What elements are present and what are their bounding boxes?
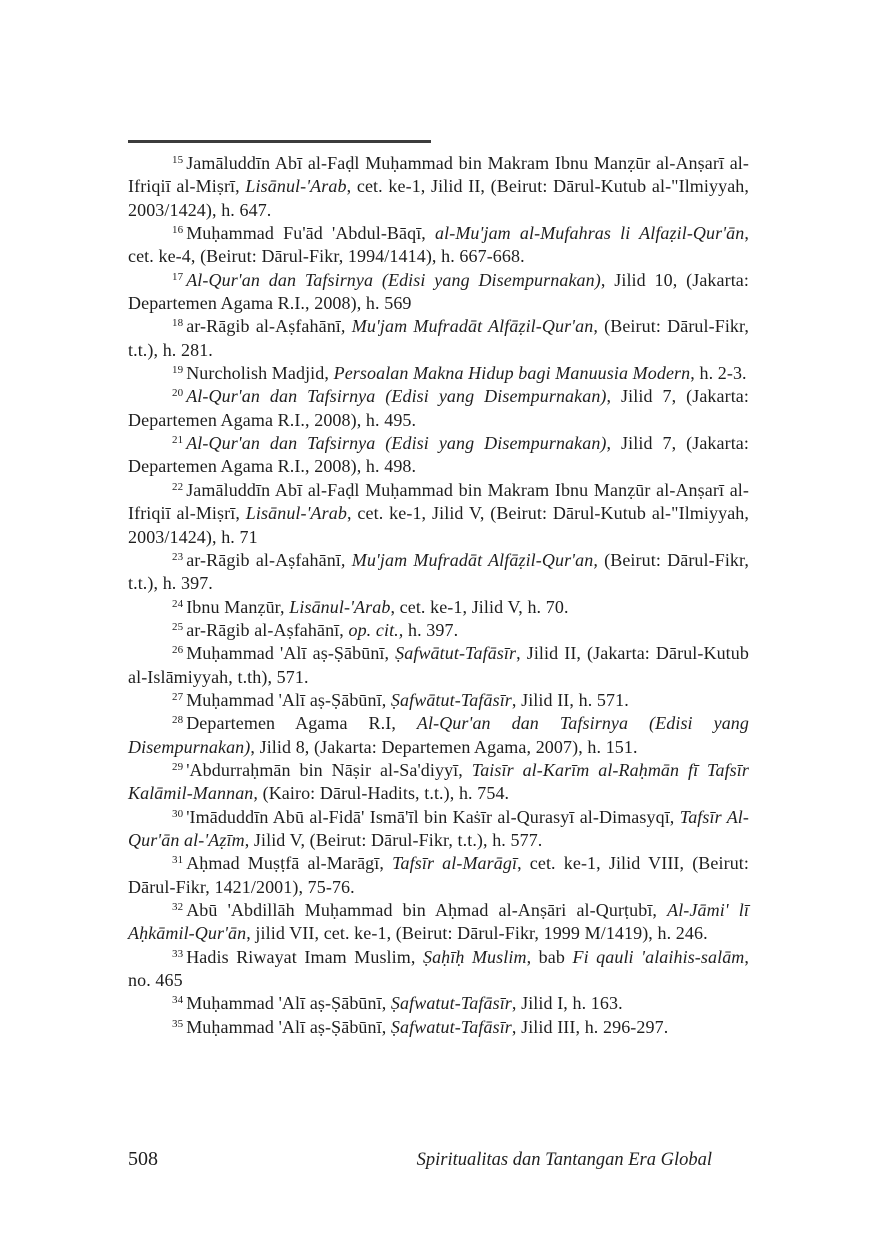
footnote-title-segment: Ṣafwatut-Tafāsīr bbox=[390, 993, 512, 1014]
footnote-text-segment: 'Abdurraḥmān bin Nāṣir al-Sa'diyyī, bbox=[186, 759, 472, 780]
footnote-marker: 26 bbox=[172, 644, 184, 657]
footnote bbox=[128, 315, 749, 362]
footnote-title-segment: op. cit., bbox=[348, 619, 404, 640]
page-footer bbox=[128, 1148, 748, 1171]
footnote-title-segment: Fi qauli 'alaihis-salām bbox=[572, 946, 745, 967]
footnote-marker: 23 bbox=[172, 550, 184, 563]
footnote-text-segment: Jamāluddīn Abī al-Faḍl Muḥammad bin Makram Ibnu Manẓūr al-Anṣarī al-Ifriqiī al-Miṣrī, bbox=[128, 153, 749, 197]
footnote bbox=[128, 1016, 749, 1039]
page-number: 508 bbox=[128, 1148, 158, 1170]
footnote-marker: 27 bbox=[172, 690, 184, 703]
footnote-marker: 16 bbox=[172, 224, 184, 237]
footnote-title-segment: Ṣafwatut-Tafāsīr bbox=[390, 1016, 512, 1037]
footnote-text-segment: (Beirut: Dārul-Fikr, t.t.), h. 397. bbox=[128, 549, 750, 594]
footnote-text-segment: , Jilid II, (Jakarta: Dārul-Kutub al-Islāmiyyah, t.th), 571. bbox=[128, 643, 749, 687]
footnote-title-segment: , Mu'jam Mufradāt Alfāẓil-Qur'an, bbox=[340, 316, 605, 337]
footnote-marker: 24 bbox=[172, 597, 184, 610]
footnote-text-segment: , h. 2-3. bbox=[690, 363, 747, 384]
footnote-marker: 25 bbox=[172, 620, 184, 633]
footnote-title-segment: Ṣafwātut-Tafāsīr bbox=[390, 689, 512, 710]
footnote-text-segment: ar-Rāgib al-Aṣfahānī, bbox=[186, 619, 349, 640]
footnote bbox=[128, 689, 749, 712]
footnote-marker: 20 bbox=[172, 387, 184, 400]
footnote bbox=[128, 712, 749, 759]
footnote-text-segment: Muḥammad 'Alī aṣ-Ṣābūnī, bbox=[186, 689, 391, 710]
footnote-title-segment: Lisānul-'Arab bbox=[289, 596, 391, 617]
footnote-text-segment: , bab bbox=[526, 946, 573, 967]
footnote bbox=[128, 619, 749, 642]
footnote-marker: 29 bbox=[172, 760, 184, 773]
footnote-title-segment: Al-Qur'an dan Tafsirnya (Edisi yang Disempurnakan) bbox=[128, 713, 749, 757]
footnote-title-segment: Al-Qur'an dan Tafsirnya (Edisi yang Disempurnakan) bbox=[186, 433, 607, 454]
footnote-text-segment: (Kairo: Dārul-Hadits, t.t.), h. 754. bbox=[262, 783, 510, 804]
footnote-title-segment: Taisīr al-Karīm al-Raḥmān fī Tafsīr Kalāmil-Mannan, bbox=[128, 759, 749, 804]
footnote-text-segment: , Jilid V, (Beirut: Dārul-Fikr, t.t.), h. 577. bbox=[244, 829, 543, 850]
footnote bbox=[128, 432, 749, 479]
footnote-marker: 33 bbox=[172, 947, 184, 960]
footnote bbox=[128, 759, 749, 806]
footnote-separator-line bbox=[128, 140, 431, 143]
footnote bbox=[128, 362, 749, 385]
footnote-text-segment: , Jilid 7, (Jakarta: Departemen Agama R.I., 2008), h. 495. bbox=[128, 386, 749, 430]
footnote-title-segment: Tafsīr al-Marāgī bbox=[392, 853, 518, 874]
footnotes-section bbox=[128, 152, 749, 1039]
footnote-text-segment: Departemen Agama R.I, bbox=[186, 713, 417, 734]
footnote-text-segment: (Beirut: Dārul-Fikr, t.t.), h. 281. bbox=[128, 316, 750, 360]
footnote-text-segment: , no. 465 bbox=[128, 946, 750, 991]
footnote-marker: 19 bbox=[172, 364, 184, 377]
footnote-text-segment: , Jilid II, h. 571. bbox=[511, 689, 629, 710]
footnote-block bbox=[128, 140, 749, 1039]
running-title: Spiritualitas dan Tantangan Era Global bbox=[416, 1150, 712, 1170]
footnote bbox=[128, 596, 749, 619]
footnote-marker: 18 bbox=[172, 317, 184, 330]
footnote-marker: 31 bbox=[172, 854, 184, 867]
footnote-text-segment: Muḥammad 'Alī aṣ-Ṣābūnī, bbox=[186, 1016, 391, 1037]
footnote bbox=[128, 549, 749, 596]
footnote-marker: 28 bbox=[172, 714, 184, 727]
footnote-title-segment: Ṣaḥīḥ Muslim bbox=[422, 946, 527, 967]
footnote-text-segment: , Jilid 7, (Jakarta: Departemen Agama R.I., 2008), h. 498. bbox=[128, 433, 749, 477]
footnote bbox=[128, 152, 749, 222]
footnote-title-segment: , Mu'jam Mufradāt Alfāẓil-Qur'an, bbox=[340, 549, 605, 570]
footnote bbox=[128, 899, 749, 946]
footnote-title-segment: Al-Qur'an dan Tafsirnya (Edisi yang Disempurnakan) bbox=[186, 269, 601, 290]
footnote-text-segment: , cet. ke-1, Jilid V, (Beirut: Dārul-Kutub al-"Ilmiyyah, 2003/1424), h. 71 bbox=[128, 503, 749, 547]
footnote-text-segment: Abū 'Abdillāh Muḥammad bin Aḥmad al-Anṣāri al-Qurṭubī, bbox=[186, 900, 668, 920]
footnote-marker: 22 bbox=[172, 480, 184, 493]
footnote bbox=[128, 479, 749, 549]
footnote-text-segment: Muḥammad Fu'ād 'Abdul-Bāqī, bbox=[186, 223, 436, 244]
footnote bbox=[128, 269, 749, 316]
footnote bbox=[128, 946, 749, 993]
footnote-text-segment: Muḥammad 'Alī aṣ-Ṣābūnī, bbox=[186, 993, 391, 1014]
footnote-text-segment: Muḥammad 'Alī aṣ-Ṣābūnī, bbox=[186, 643, 396, 664]
footnote-text-segment: h. 397. bbox=[403, 619, 459, 640]
footnote-title-segment: Lisānul-'Arab bbox=[245, 503, 347, 524]
footnote-title-segment: Al-Jāmi' lī Aḥkāmil-Qur'ān bbox=[128, 900, 750, 944]
footnote bbox=[128, 992, 749, 1015]
footnote-text-segment: ar-Rāgib al-Aṣfahānī bbox=[186, 549, 341, 570]
footnote-text-segment: Ibnu Manẓūr, bbox=[186, 596, 290, 617]
footnote-text-segment: Aḥmad Muṣṭfā al-Marāgī, bbox=[186, 853, 393, 874]
footnote bbox=[128, 642, 749, 689]
footnote-text-segment: , cet. ke-1, Jilid V, h. 70. bbox=[390, 596, 569, 617]
footnote-text-segment: , jilid VII, cet. ke-1, (Beirut: Dārul-Fikr, 1999 M/1419), h. 246. bbox=[246, 923, 708, 944]
footnote-title-segment: al-Mu'jam al-Mufahras li Alfaẓil-Qur'ān bbox=[435, 223, 745, 244]
footnote-marker: 34 bbox=[172, 994, 184, 1007]
footnote-text-segment: , cet. ke-1, Jilid VIII, (Beirut: Dārul-Fikr, 1421/2001), 75-76. bbox=[128, 853, 750, 897]
footnote-title-segment: Tafsīr Al-Qur'ān al-'Aẓīm bbox=[128, 806, 749, 850]
footnote bbox=[128, 385, 749, 432]
footnote-text-segment: , Jilid I, h. 163. bbox=[511, 993, 623, 1014]
footnote bbox=[128, 806, 749, 853]
footnote-text-segment: 'Imāduddīn Abū al-Fidā' Ismā'īl bin Kaṡīr al-Qurasyī al-Dimasyqī, bbox=[186, 806, 680, 827]
footnote-marker: 15 bbox=[172, 154, 184, 166]
footnote-text-segment: , Jilid 8, (Jakarta: Departemen Agama, 2007), h. 151. bbox=[250, 736, 638, 757]
footnote-title-segment: Al-Qur'an dan Tafsirnya (Edisi yang Disempurnakan) bbox=[186, 386, 607, 407]
footnote-title-segment: Persoalan Makna Hidup bagi Manuusia Modern bbox=[333, 363, 691, 384]
footnote bbox=[128, 852, 749, 899]
footnote-title-segment: Lisānul-'Arab bbox=[245, 176, 347, 197]
footnote-marker: 32 bbox=[172, 901, 184, 913]
footnote-text-segment: , cet. ke-4, (Beirut: Dārul-Fikr, 1994/1414), h. 667-668. bbox=[128, 223, 749, 267]
footnote-text-segment: Nurcholish Madjid, bbox=[186, 363, 334, 384]
footnote-marker: 17 bbox=[172, 270, 184, 283]
footnote-marker: 30 bbox=[172, 807, 184, 820]
footnote-marker: 35 bbox=[172, 1017, 184, 1030]
footnote-text-segment: , cet. ke-1, Jilid II, (Beirut: Dārul-Kutub al-"Ilmiyyah, 2003/1424), h. 647. bbox=[128, 176, 749, 220]
footnote-marker: 21 bbox=[172, 434, 184, 447]
footnote-text-segment: , Jilid III, h. 296-297. bbox=[511, 1016, 669, 1037]
footnote-text-segment: ar-Rāgib al-Aṣfahānī bbox=[186, 316, 341, 337]
footnote-text-segment: Hadis Riwayat Imam Muslim, bbox=[186, 946, 423, 967]
footnote-title-segment: Ṣafwātut-Tafāsīr bbox=[395, 643, 517, 664]
footnote-text-segment: , Jilid 10, (Jakarta: Departemen Agama R.I., 2008), h. 569 bbox=[128, 269, 749, 314]
footnote-text-segment: Jamāluddīn Abī al-Faḍl Muḥammad bin Makram Ibnu Manẓūr al-Anṣarī al-Ifriqiī al-Miṣrī, bbox=[128, 479, 749, 524]
footnote bbox=[128, 222, 749, 269]
